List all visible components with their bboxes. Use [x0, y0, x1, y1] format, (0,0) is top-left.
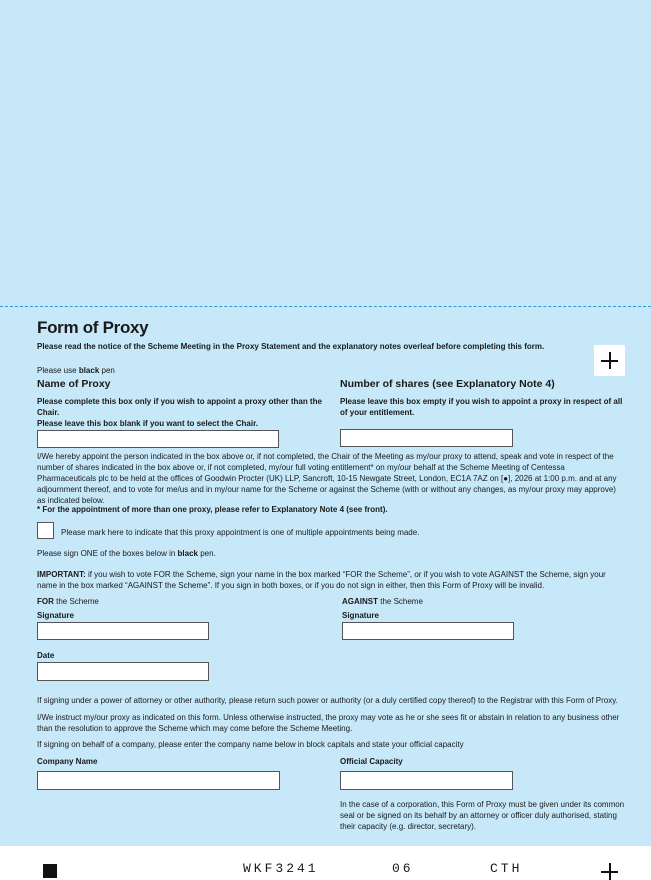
- number-of-shares-input[interactable]: [340, 429, 513, 447]
- company-intro: If signing on behalf of a company, please enter the company name below in block capitals and state your official capacity: [37, 740, 464, 749]
- multiple-appointments-label: Please mark here to indicate that this proxy appointment is one of multiple appointments being made.: [61, 528, 420, 537]
- for-signature-box[interactable]: [37, 622, 209, 640]
- multiple-proxy-note: * For the appointment of more than one proxy, please refer to Explanatory Note 4 (see front).: [37, 505, 388, 514]
- against-signature-box[interactable]: [342, 622, 514, 640]
- footer-code-3: CTH: [490, 861, 523, 876]
- corporation-note: In the case of a corporation, this Form of Proxy must be given under its common seal or be signed on its behalf by an attorney or officer duly authorised, stating their capacity (e.g. director, secretary).: [340, 800, 625, 831]
- tear-off-dashed-line: [0, 306, 651, 307]
- company-name-label: Company Name: [37, 757, 98, 766]
- footer-code-2: 06: [392, 861, 414, 876]
- pen-instruction: Please use black pen: [37, 366, 115, 375]
- proxy-instruction-2: Please leave this box blank if you want to select the Chair.: [37, 419, 258, 428]
- date-label: Date: [37, 651, 55, 660]
- official-capacity-label: Official Capacity: [340, 757, 403, 766]
- important-note: IMPORTANT: if you wish to vote FOR the Scheme, sign your name in the box marked “FOR the Scheme”, or if you wish to vote AGAINST the Scheme, sign your name in the box marked “AGAINST the Scheme”. If you sign in both boxes, or if you do not sign in either, then this Form of Proxy will be invalid.: [37, 570, 606, 590]
- black-square-mark: [43, 864, 57, 878]
- official-capacity-input[interactable]: [340, 771, 513, 790]
- footer-code-1: WKF3241: [243, 861, 319, 876]
- proxy-instruction-1: Please complete this box only if you wish to appoint a proxy other than the Chair.: [37, 397, 322, 417]
- name-of-proxy-input[interactable]: [37, 430, 279, 448]
- form-title: Form of Proxy: [37, 318, 149, 337]
- for-signature-label: Signature: [37, 611, 74, 620]
- instruction-text: I/We instruct my/our proxy as indicated on this form. Unless otherwise instructed, the proxy may vote as he or she sees fit or abstain in relation to any business other than the resolution to approve the Scheme which may come before the Scheme Meeting.: [37, 713, 620, 733]
- footer-strip: [0, 846, 651, 880]
- registration-mark: [594, 345, 625, 376]
- appointment-text: I/We hereby appoint the person indicated in the box above or, if not completed, the Chair of the Meeting as my/our proxy to attend, speak and vote in respect of the number of shares indicated in the box above or, if not completed, my/our full voting entitlement* on my/our behalf at the Scheme Meeting of Centessa Pharmaceuticals plc to be held at the offices of Goodwin Procter (UK) LLP, Sancroft, 10-15 Newgate Street, London, EC1A 7AZ on [●], 2026 at 1:00 p.m. and at any adjournment thereof, and to vote for me/us and in my/our name for the Scheme or against the Scheme (with or without any changes, as my/our proxy may approve) as indicated below.: [37, 452, 617, 505]
- power-of-attorney-text: If signing under a power of attorney or other authority, please return such power or authority (or a duly certified copy thereof) to the Registrar with this Form of Proxy.: [37, 696, 618, 705]
- multiple-appointments-checkbox[interactable]: [37, 522, 54, 539]
- against-signature-label: Signature: [342, 611, 379, 620]
- number-of-shares-instructions: Please leave this box empty if you wish to appoint a proxy in respect of all of your entitlement.: [340, 397, 623, 417]
- plus-icon: [601, 352, 618, 369]
- number-of-shares-heading: Number of shares (see Explanatory Note 4): [340, 378, 555, 390]
- form-intro: Please read the notice of the Scheme Meeting in the Proxy Statement and the explanatory notes overleaf before completing this form.: [37, 342, 545, 351]
- date-box[interactable]: [37, 662, 209, 681]
- sign-instruction: Please sign ONE of the boxes below in black pen.: [37, 549, 216, 558]
- against-scheme-label: AGAINST the Scheme: [342, 597, 423, 606]
- for-scheme-label: FOR the Scheme: [37, 597, 99, 606]
- plus-icon: [601, 863, 618, 880]
- name-of-proxy-heading: Name of Proxy: [37, 378, 111, 390]
- company-name-input[interactable]: [37, 771, 280, 790]
